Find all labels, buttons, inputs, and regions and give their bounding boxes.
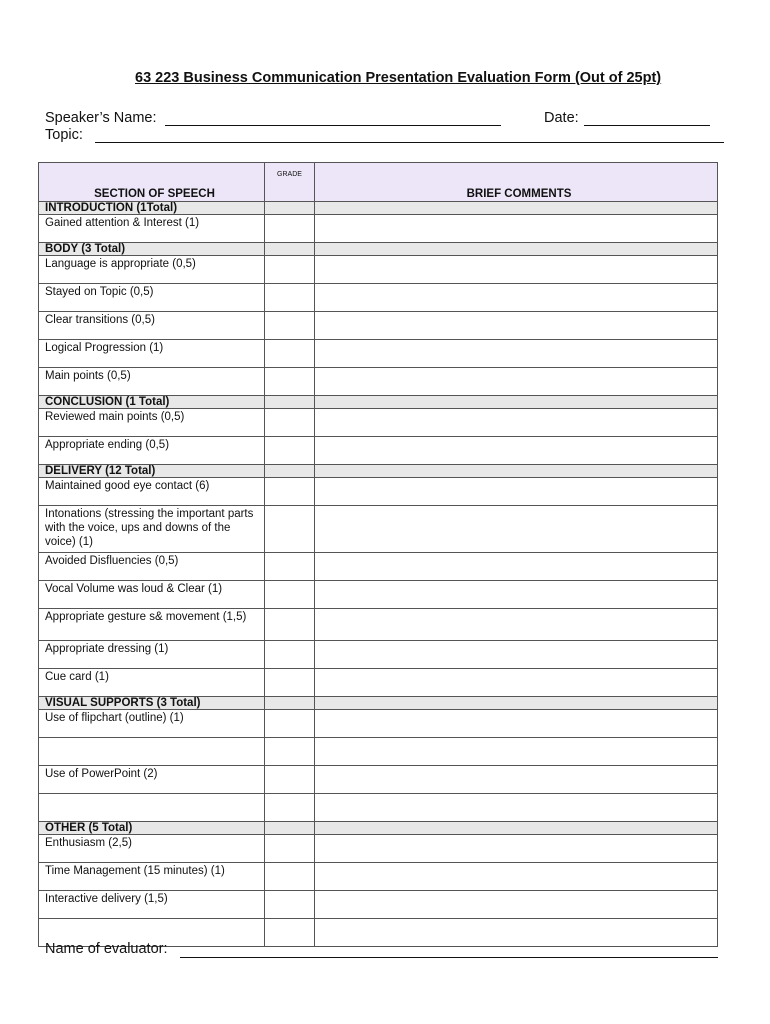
criterion-label: Avoided Disfluencies (0,5) [39,553,265,581]
comment-cell[interactable] [315,863,718,891]
category-label: CONCLUSION (1 Total) [39,396,265,409]
criterion-label: Appropriate dressing (1) [39,641,265,669]
grade-cell [265,465,315,478]
criterion-row [39,368,718,396]
grade-cell [265,822,315,835]
criterion-label: Interactive delivery (1,5) [39,891,265,919]
criterion-row [39,794,718,822]
comment-cell[interactable] [315,891,718,919]
criterion-label: Language is appropriate (0,5) [39,256,265,284]
criterion-label [39,738,265,766]
criterion-label: Main points (0,5) [39,368,265,396]
category-row [39,465,718,478]
category-row [39,202,718,215]
grade-cell[interactable] [265,478,315,506]
comment-cell[interactable] [315,506,718,553]
category-row [39,396,718,409]
grade-cell[interactable] [265,641,315,669]
criterion-row [39,641,718,669]
evaluator-label: Name of evaluator: [45,941,168,957]
comment-cell[interactable] [315,609,718,641]
grade-cell[interactable] [265,553,315,581]
comment-cell[interactable] [315,478,718,506]
criterion-label: Intonations (stressing the important parts with the voice, ups and downs of the voice) (1) [39,506,265,553]
criterion-label: Appropriate gesture s& movement (1,5) [39,609,265,641]
criterion-row [39,710,718,738]
comment-cell[interactable] [315,641,718,669]
criterion-label: Cue card (1) [39,669,265,697]
comment-cell[interactable] [315,835,718,863]
criterion-row [39,215,718,243]
comment-cell [315,396,718,409]
criterion-row [39,312,718,340]
comment-cell[interactable] [315,437,718,465]
speaker-name-line[interactable] [165,125,501,126]
criterion-label: Use of PowerPoint (2) [39,766,265,794]
grade-cell[interactable] [265,891,315,919]
criterion-row [39,340,718,368]
criterion-row [39,553,718,581]
criterion-row [39,609,718,641]
criterion-row [39,478,718,506]
grade-cell[interactable] [265,437,315,465]
category-label: VISUAL SUPPORTS (3 Total) [39,697,265,710]
grade-cell[interactable] [265,581,315,609]
category-label: OTHER (5 Total) [39,822,265,835]
comment-cell[interactable] [315,256,718,284]
header-section-of-speech: SECTION OF SPEECH [39,163,265,202]
comment-cell[interactable] [315,710,718,738]
comment-cell [315,465,718,478]
evaluation-table [38,162,718,947]
date-line[interactable] [584,125,710,126]
criterion-label: Time Management (15 minutes) (1) [39,863,265,891]
criterion-label: Clear transitions (0,5) [39,312,265,340]
grade-cell[interactable] [265,284,315,312]
criterion-row [39,738,718,766]
comment-cell[interactable] [315,669,718,697]
category-row [39,697,718,710]
header-grade: GRADE [265,163,315,202]
criterion-row [39,891,718,919]
comment-cell [315,243,718,256]
grade-cell[interactable] [265,669,315,697]
criterion-label: Gained attention & Interest (1) [39,215,265,243]
grade-cell[interactable] [265,863,315,891]
grade-cell[interactable] [265,835,315,863]
comment-cell[interactable] [315,215,718,243]
grade-cell[interactable] [265,738,315,766]
category-label: INTRODUCTION (1Total) [39,202,265,215]
comment-cell [315,697,718,710]
grade-cell[interactable] [265,312,315,340]
grade-cell[interactable] [265,368,315,396]
category-row [39,822,718,835]
grade-cell[interactable] [265,609,315,641]
topic-line[interactable] [95,142,724,143]
criterion-row [39,863,718,891]
comment-cell[interactable] [315,409,718,437]
comment-cell[interactable] [315,312,718,340]
table-header-row [39,163,718,202]
comment-cell[interactable] [315,284,718,312]
grade-cell[interactable] [265,794,315,822]
date-label: Date: [544,110,579,126]
criterion-label: Logical Progression (1) [39,340,265,368]
criterion-label: Vocal Volume was loud & Clear (1) [39,581,265,609]
grade-cell[interactable] [265,919,315,947]
comment-cell[interactable] [315,766,718,794]
category-label: DELIVERY (12 Total) [39,465,265,478]
criterion-label: Stayed on Topic (0,5) [39,284,265,312]
grade-cell[interactable] [265,710,315,738]
criterion-label: Enthusiasm (2,5) [39,835,265,863]
comment-cell[interactable] [315,553,718,581]
grade-cell [265,202,315,215]
criterion-row [39,835,718,863]
comment-cell[interactable] [315,919,718,947]
category-label: BODY (3 Total) [39,243,265,256]
criterion-label: Use of flipchart (outline) (1) [39,710,265,738]
criterion-label [39,794,265,822]
criterion-row [39,669,718,697]
criterion-row [39,256,718,284]
criterion-row [39,766,718,794]
grade-cell[interactable] [265,409,315,437]
comment-cell[interactable] [315,581,718,609]
grade-cell[interactable] [265,256,315,284]
grade-cell[interactable] [265,506,315,553]
comment-cell [315,202,718,215]
evaluator-line[interactable] [180,957,718,958]
comment-cell [315,822,718,835]
comment-cell[interactable] [315,340,718,368]
criterion-row [39,284,718,312]
grade-cell [265,697,315,710]
speaker-name-label: Speaker’s Name: [45,110,157,126]
grade-cell [265,396,315,409]
criterion-label: Reviewed main points (0,5) [39,409,265,437]
form-title: 63 223 Business Communication Presentation Evaluation Form (Out of 25pt) [135,70,662,86]
criterion-label: Maintained good eye contact (6) [39,478,265,506]
criterion-row [39,409,718,437]
comment-cell[interactable] [315,368,718,396]
comment-cell[interactable] [315,794,718,822]
criterion-row [39,506,718,553]
category-row [39,243,718,256]
criterion-row [39,437,718,465]
criterion-label: Appropriate ending (0,5) [39,437,265,465]
grade-cell[interactable] [265,215,315,243]
grade-cell[interactable] [265,340,315,368]
grade-cell [265,243,315,256]
criterion-row [39,581,718,609]
comment-cell[interactable] [315,738,718,766]
grade-cell[interactable] [265,766,315,794]
header-brief-comments: BRIEF COMMENTS [315,163,718,202]
topic-label: Topic: [45,127,83,143]
